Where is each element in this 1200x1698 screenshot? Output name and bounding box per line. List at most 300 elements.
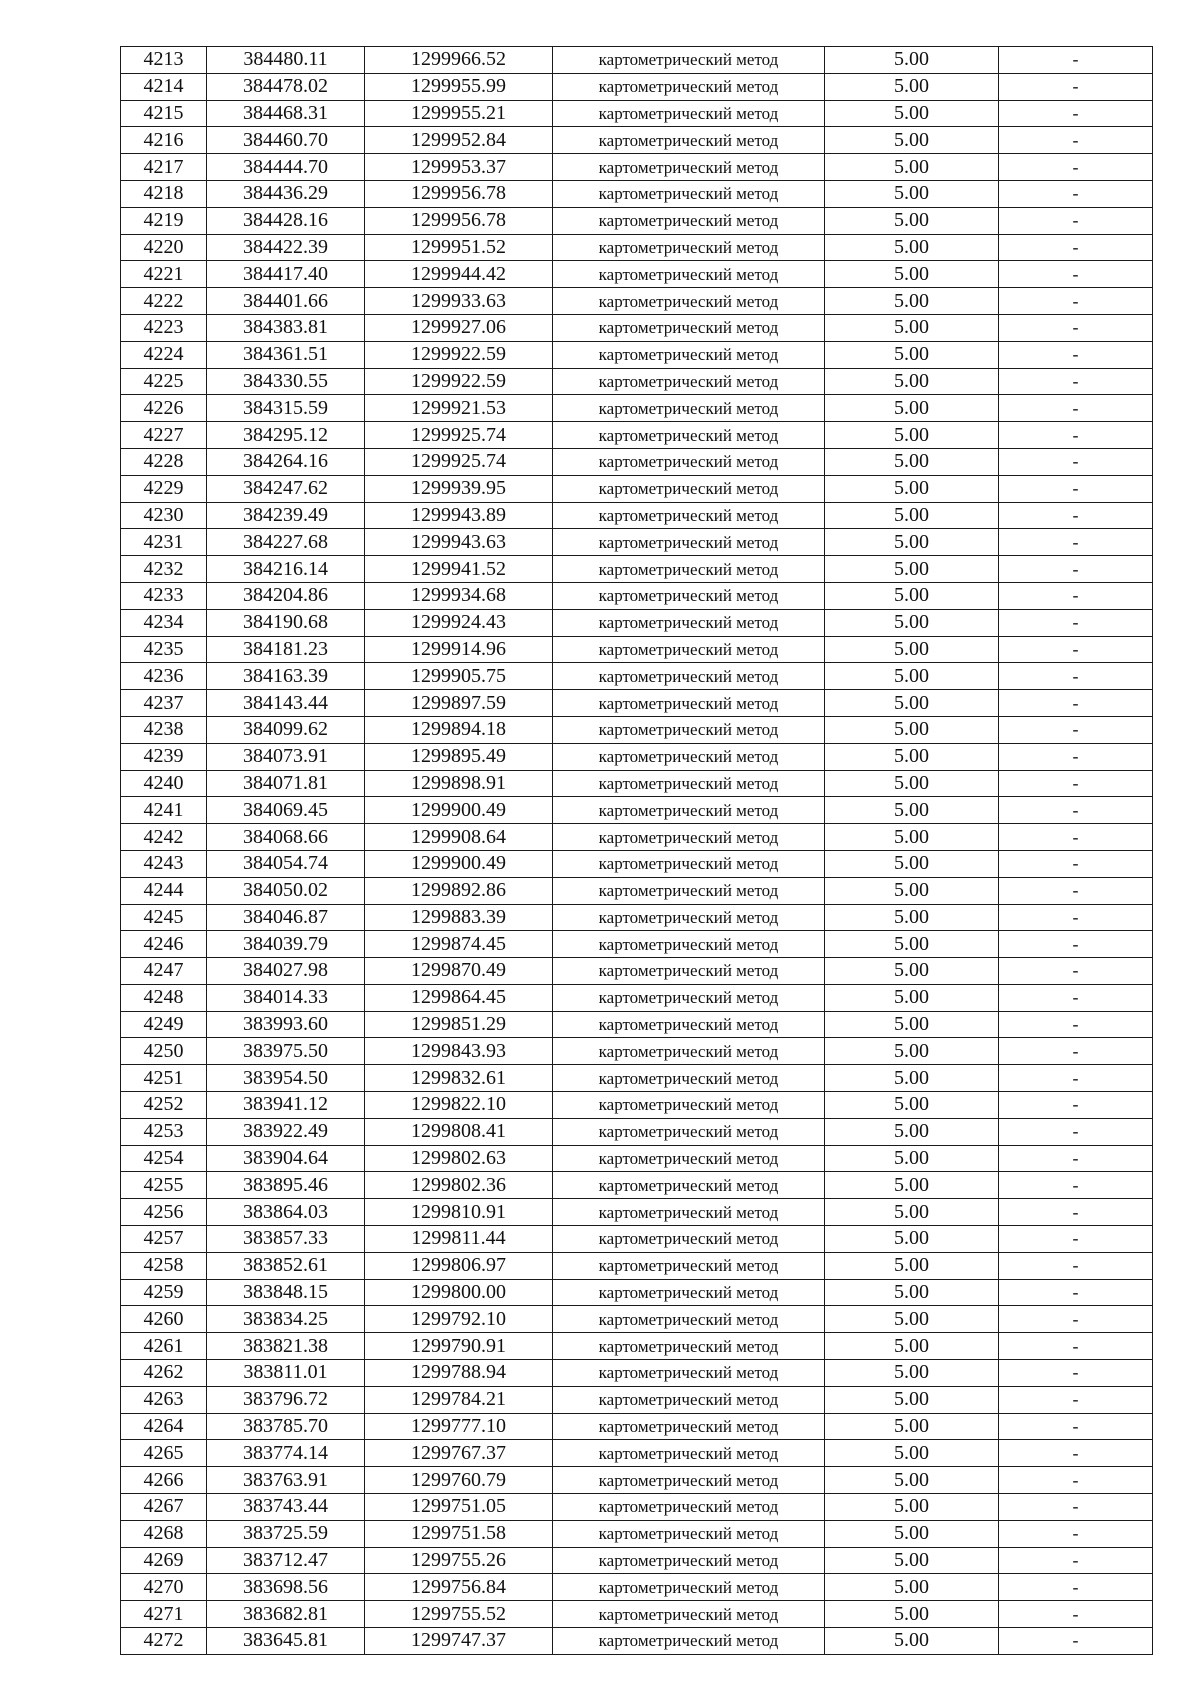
x-coordinate-cell: 384295.12 <box>207 422 365 449</box>
y-coordinate-cell: 1299943.89 <box>365 502 553 529</box>
accuracy-cell: 5.00 <box>825 556 999 583</box>
point-number-cell: 4265 <box>121 1440 207 1467</box>
table-row <box>121 850 1153 877</box>
point-number-cell: 4243 <box>121 850 207 877</box>
x-coordinate-cell: 383993.60 <box>207 1011 365 1038</box>
table-row <box>121 1494 1153 1521</box>
accuracy-cell: 5.00 <box>825 1386 999 1413</box>
note-cell: - <box>999 1252 1153 1279</box>
table-row <box>121 1172 1153 1199</box>
accuracy-cell: 5.00 <box>825 1440 999 1467</box>
accuracy-cell: 5.00 <box>825 341 999 368</box>
method-cell: картометрический метод <box>553 1386 825 1413</box>
note-cell: - <box>999 207 1153 234</box>
note-cell: - <box>999 1333 1153 1360</box>
y-coordinate-cell: 1299874.45 <box>365 931 553 958</box>
table-row <box>121 556 1153 583</box>
y-coordinate-cell: 1299894.18 <box>365 716 553 743</box>
table-row <box>121 1601 1153 1628</box>
note-cell: - <box>999 1306 1153 1333</box>
table-row <box>121 1118 1153 1145</box>
y-coordinate-cell: 1299811.44 <box>365 1226 553 1253</box>
method-cell: картометрический метод <box>553 1145 825 1172</box>
x-coordinate-cell: 383785.70 <box>207 1413 365 1440</box>
table-row <box>121 207 1153 234</box>
point-number-cell: 4252 <box>121 1092 207 1119</box>
method-cell: картометрический метод <box>553 743 825 770</box>
y-coordinate-cell: 1299953.37 <box>365 154 553 181</box>
table-row <box>121 1360 1153 1387</box>
point-number-cell: 4234 <box>121 609 207 636</box>
method-cell: картометрический метод <box>553 1467 825 1494</box>
note-cell: - <box>999 180 1153 207</box>
note-cell: - <box>999 636 1153 663</box>
note-cell: - <box>999 154 1153 181</box>
y-coordinate-cell: 1299898.91 <box>365 770 553 797</box>
y-coordinate-cell: 1299788.94 <box>365 1360 553 1387</box>
point-number-cell: 4221 <box>121 261 207 288</box>
table-row <box>121 1306 1153 1333</box>
point-number-cell: 4227 <box>121 422 207 449</box>
table-row <box>121 127 1153 154</box>
point-number-cell: 4257 <box>121 1226 207 1253</box>
table-row <box>121 931 1153 958</box>
note-cell: - <box>999 1172 1153 1199</box>
accuracy-cell: 5.00 <box>825 100 999 127</box>
x-coordinate-cell: 383811.01 <box>207 1360 365 1387</box>
table-row <box>121 904 1153 931</box>
note-cell: - <box>999 582 1153 609</box>
accuracy-cell: 5.00 <box>825 47 999 74</box>
note-cell: - <box>999 1520 1153 1547</box>
x-coordinate-cell: 384027.98 <box>207 958 365 985</box>
y-coordinate-cell: 1299802.63 <box>365 1145 553 1172</box>
table-row <box>121 1145 1153 1172</box>
method-cell: картометрический метод <box>553 1092 825 1119</box>
x-coordinate-cell: 383864.03 <box>207 1199 365 1226</box>
y-coordinate-cell: 1299922.59 <box>365 341 553 368</box>
table-row <box>121 824 1153 851</box>
method-cell: картометрический метод <box>553 1413 825 1440</box>
x-coordinate-cell: 383904.64 <box>207 1145 365 1172</box>
note-cell: - <box>999 690 1153 717</box>
x-coordinate-cell: 384428.16 <box>207 207 365 234</box>
accuracy-cell: 5.00 <box>825 690 999 717</box>
note-cell: - <box>999 1413 1153 1440</box>
x-coordinate-cell: 384444.70 <box>207 154 365 181</box>
y-coordinate-cell: 1299914.96 <box>365 636 553 663</box>
y-coordinate-cell: 1299908.64 <box>365 824 553 851</box>
x-coordinate-cell: 383834.25 <box>207 1306 365 1333</box>
note-cell: - <box>999 234 1153 261</box>
note-cell: - <box>999 958 1153 985</box>
x-coordinate-cell: 384014.33 <box>207 984 365 1011</box>
point-number-cell: 4228 <box>121 448 207 475</box>
x-coordinate-cell: 384422.39 <box>207 234 365 261</box>
table-row <box>121 1199 1153 1226</box>
point-number-cell: 4216 <box>121 127 207 154</box>
y-coordinate-cell: 1299900.49 <box>365 850 553 877</box>
x-coordinate-cell: 384383.81 <box>207 314 365 341</box>
method-cell: картометрический метод <box>553 1279 825 1306</box>
y-coordinate-cell: 1299895.49 <box>365 743 553 770</box>
table-row <box>121 1467 1153 1494</box>
x-coordinate-cell: 384361.51 <box>207 341 365 368</box>
y-coordinate-cell: 1299751.05 <box>365 1494 553 1521</box>
note-cell: - <box>999 1360 1153 1387</box>
note-cell: - <box>999 1038 1153 1065</box>
x-coordinate-cell: 384143.44 <box>207 690 365 717</box>
accuracy-cell: 5.00 <box>825 1145 999 1172</box>
table-row <box>121 47 1153 74</box>
accuracy-cell: 5.00 <box>825 877 999 904</box>
method-cell: картометрический метод <box>553 1440 825 1467</box>
table-row <box>121 261 1153 288</box>
method-cell: картометрический метод <box>553 663 825 690</box>
table-row <box>121 1547 1153 1574</box>
y-coordinate-cell: 1299956.78 <box>365 180 553 207</box>
note-cell: - <box>999 288 1153 315</box>
note-cell: - <box>999 1226 1153 1253</box>
note-cell: - <box>999 716 1153 743</box>
y-coordinate-cell: 1299925.74 <box>365 448 553 475</box>
point-number-cell: 4235 <box>121 636 207 663</box>
accuracy-cell: 5.00 <box>825 448 999 475</box>
x-coordinate-cell: 384480.11 <box>207 47 365 74</box>
note-cell: - <box>999 100 1153 127</box>
x-coordinate-cell: 383725.59 <box>207 1520 365 1547</box>
point-number-cell: 4240 <box>121 770 207 797</box>
note-cell: - <box>999 556 1153 583</box>
point-number-cell: 4256 <box>121 1199 207 1226</box>
table-row <box>121 1011 1153 1038</box>
y-coordinate-cell: 1299900.49 <box>365 797 553 824</box>
accuracy-cell: 5.00 <box>825 716 999 743</box>
accuracy-cell: 5.00 <box>825 154 999 181</box>
method-cell: картометрический метод <box>553 609 825 636</box>
point-number-cell: 4254 <box>121 1145 207 1172</box>
method-cell: картометрический метод <box>553 1199 825 1226</box>
accuracy-cell: 5.00 <box>825 984 999 1011</box>
table-row <box>121 663 1153 690</box>
y-coordinate-cell: 1299851.29 <box>365 1011 553 1038</box>
method-cell: картометрический метод <box>553 1360 825 1387</box>
point-number-cell: 4230 <box>121 502 207 529</box>
note-cell: - <box>999 1279 1153 1306</box>
note-cell: - <box>999 1547 1153 1574</box>
method-cell: картометрический метод <box>553 180 825 207</box>
table-row <box>121 743 1153 770</box>
accuracy-cell: 5.00 <box>825 824 999 851</box>
table-row <box>121 422 1153 449</box>
note-cell: - <box>999 395 1153 422</box>
point-number-cell: 4242 <box>121 824 207 851</box>
y-coordinate-cell: 1299832.61 <box>365 1065 553 1092</box>
note-cell: - <box>999 984 1153 1011</box>
note-cell: - <box>999 663 1153 690</box>
table-row <box>121 448 1153 475</box>
method-cell: картометрический метод <box>553 100 825 127</box>
table-row <box>121 1386 1153 1413</box>
note-cell: - <box>999 502 1153 529</box>
accuracy-cell: 5.00 <box>825 1065 999 1092</box>
point-number-cell: 4220 <box>121 234 207 261</box>
note-cell: - <box>999 904 1153 931</box>
note-cell: - <box>999 1601 1153 1628</box>
y-coordinate-cell: 1299921.53 <box>365 395 553 422</box>
y-coordinate-cell: 1299808.41 <box>365 1118 553 1145</box>
table-row <box>121 234 1153 261</box>
point-number-cell: 4226 <box>121 395 207 422</box>
note-cell: - <box>999 1199 1153 1226</box>
accuracy-cell: 5.00 <box>825 1360 999 1387</box>
x-coordinate-cell: 383895.46 <box>207 1172 365 1199</box>
table-row <box>121 609 1153 636</box>
y-coordinate-cell: 1299905.75 <box>365 663 553 690</box>
point-number-cell: 4245 <box>121 904 207 931</box>
y-coordinate-cell: 1299777.10 <box>365 1413 553 1440</box>
table-row <box>121 1413 1153 1440</box>
method-cell: картометрический метод <box>553 1601 825 1628</box>
point-number-cell: 4238 <box>121 716 207 743</box>
accuracy-cell: 5.00 <box>825 127 999 154</box>
x-coordinate-cell: 384216.14 <box>207 556 365 583</box>
method-cell: картометрический метод <box>553 770 825 797</box>
accuracy-cell: 5.00 <box>825 1574 999 1601</box>
point-number-cell: 4260 <box>121 1306 207 1333</box>
note-cell: - <box>999 824 1153 851</box>
y-coordinate-cell: 1299927.06 <box>365 314 553 341</box>
x-coordinate-cell: 384264.16 <box>207 448 365 475</box>
y-coordinate-cell: 1299955.99 <box>365 73 553 100</box>
y-coordinate-cell: 1299751.58 <box>365 1520 553 1547</box>
x-coordinate-cell: 384071.81 <box>207 770 365 797</box>
y-coordinate-cell: 1299952.84 <box>365 127 553 154</box>
accuracy-cell: 5.00 <box>825 529 999 556</box>
accuracy-cell: 5.00 <box>825 1547 999 1574</box>
accuracy-cell: 5.00 <box>825 1118 999 1145</box>
point-number-cell: 4231 <box>121 529 207 556</box>
accuracy-cell: 5.00 <box>825 1199 999 1226</box>
x-coordinate-cell: 383712.47 <box>207 1547 365 1574</box>
y-coordinate-cell: 1299864.45 <box>365 984 553 1011</box>
point-number-cell: 4259 <box>121 1279 207 1306</box>
note-cell: - <box>999 73 1153 100</box>
x-coordinate-cell: 383954.50 <box>207 1065 365 1092</box>
x-coordinate-cell: 383774.14 <box>207 1440 365 1467</box>
x-coordinate-cell: 384436.29 <box>207 180 365 207</box>
accuracy-cell: 5.00 <box>825 663 999 690</box>
method-cell: картометрический метод <box>553 314 825 341</box>
y-coordinate-cell: 1299790.91 <box>365 1333 553 1360</box>
x-coordinate-cell: 383682.81 <box>207 1601 365 1628</box>
method-cell: картометрический метод <box>553 582 825 609</box>
x-coordinate-cell: 383743.44 <box>207 1494 365 1521</box>
point-number-cell: 4271 <box>121 1601 207 1628</box>
note-cell: - <box>999 1011 1153 1038</box>
y-coordinate-cell: 1299800.00 <box>365 1279 553 1306</box>
y-coordinate-cell: 1299939.95 <box>365 475 553 502</box>
table-row <box>121 582 1153 609</box>
table-row <box>121 1279 1153 1306</box>
method-cell: картометрический метод <box>553 207 825 234</box>
y-coordinate-cell: 1299883.39 <box>365 904 553 931</box>
x-coordinate-cell: 384181.23 <box>207 636 365 663</box>
method-cell: картометрический метод <box>553 448 825 475</box>
table-row <box>121 288 1153 315</box>
method-cell: картометрический метод <box>553 904 825 931</box>
x-coordinate-cell: 384315.59 <box>207 395 365 422</box>
method-cell: картометрический метод <box>553 1252 825 1279</box>
note-cell: - <box>999 1092 1153 1119</box>
x-coordinate-cell: 384239.49 <box>207 502 365 529</box>
accuracy-cell: 5.00 <box>825 582 999 609</box>
method-cell: картометрический метод <box>553 73 825 100</box>
y-coordinate-cell: 1299955.21 <box>365 100 553 127</box>
method-cell: картометрический метод <box>553 1574 825 1601</box>
note-cell: - <box>999 1628 1153 1655</box>
y-coordinate-cell: 1299941.52 <box>365 556 553 583</box>
table-row <box>121 341 1153 368</box>
point-number-cell: 4244 <box>121 877 207 904</box>
note-cell: - <box>999 127 1153 154</box>
point-number-cell: 4264 <box>121 1413 207 1440</box>
note-cell: - <box>999 368 1153 395</box>
y-coordinate-cell: 1299810.91 <box>365 1199 553 1226</box>
x-coordinate-cell: 384054.74 <box>207 850 365 877</box>
point-number-cell: 4249 <box>121 1011 207 1038</box>
table-row <box>121 1038 1153 1065</box>
x-coordinate-cell: 383821.38 <box>207 1333 365 1360</box>
accuracy-cell: 5.00 <box>825 1601 999 1628</box>
point-number-cell: 4214 <box>121 73 207 100</box>
method-cell: картометрический метод <box>553 958 825 985</box>
table-row <box>121 314 1153 341</box>
y-coordinate-cell: 1299802.36 <box>365 1172 553 1199</box>
point-number-cell: 4232 <box>121 556 207 583</box>
point-number-cell: 4247 <box>121 958 207 985</box>
x-coordinate-cell: 383645.81 <box>207 1628 365 1655</box>
accuracy-cell: 5.00 <box>825 931 999 958</box>
method-cell: картометрический метод <box>553 368 825 395</box>
method-cell: картометрический метод <box>553 288 825 315</box>
table-row <box>121 1092 1153 1119</box>
accuracy-cell: 5.00 <box>825 395 999 422</box>
y-coordinate-cell: 1299760.79 <box>365 1467 553 1494</box>
accuracy-cell: 5.00 <box>825 1038 999 1065</box>
accuracy-cell: 5.00 <box>825 770 999 797</box>
accuracy-cell: 5.00 <box>825 797 999 824</box>
accuracy-cell: 5.00 <box>825 1494 999 1521</box>
method-cell: картометрический метод <box>553 824 825 851</box>
note-cell: - <box>999 314 1153 341</box>
y-coordinate-cell: 1299747.37 <box>365 1628 553 1655</box>
point-number-cell: 4266 <box>121 1467 207 1494</box>
accuracy-cell: 5.00 <box>825 73 999 100</box>
point-number-cell: 4213 <box>121 47 207 74</box>
y-coordinate-cell: 1299944.42 <box>365 261 553 288</box>
y-coordinate-cell: 1299966.52 <box>365 47 553 74</box>
method-cell: картометрический метод <box>553 931 825 958</box>
y-coordinate-cell: 1299925.74 <box>365 422 553 449</box>
x-coordinate-cell: 384204.86 <box>207 582 365 609</box>
note-cell: - <box>999 1065 1153 1092</box>
accuracy-cell: 5.00 <box>825 1628 999 1655</box>
y-coordinate-cell: 1299924.43 <box>365 609 553 636</box>
y-coordinate-cell: 1299934.68 <box>365 582 553 609</box>
method-cell: картометрический метод <box>553 716 825 743</box>
x-coordinate-cell: 384099.62 <box>207 716 365 743</box>
accuracy-cell: 5.00 <box>825 502 999 529</box>
note-cell: - <box>999 529 1153 556</box>
x-coordinate-cell: 384039.79 <box>207 931 365 958</box>
table-row <box>121 1574 1153 1601</box>
y-coordinate-cell: 1299806.97 <box>365 1252 553 1279</box>
method-cell: картометрический метод <box>553 154 825 181</box>
y-coordinate-cell: 1299784.21 <box>365 1386 553 1413</box>
y-coordinate-cell: 1299767.37 <box>365 1440 553 1467</box>
point-number-cell: 4269 <box>121 1547 207 1574</box>
x-coordinate-cell: 383941.12 <box>207 1092 365 1119</box>
accuracy-cell: 5.00 <box>825 261 999 288</box>
accuracy-cell: 5.00 <box>825 368 999 395</box>
method-cell: картометрический метод <box>553 1226 825 1253</box>
y-coordinate-cell: 1299933.63 <box>365 288 553 315</box>
point-number-cell: 4218 <box>121 180 207 207</box>
table-row <box>121 877 1153 904</box>
method-cell: картометрический метод <box>553 1520 825 1547</box>
method-cell: картометрический метод <box>553 1118 825 1145</box>
table-row <box>121 770 1153 797</box>
point-number-cell: 4262 <box>121 1360 207 1387</box>
note-cell: - <box>999 877 1153 904</box>
coordinates-table <box>120 46 1153 1655</box>
method-cell: картометрический метод <box>553 1628 825 1655</box>
table-row <box>121 73 1153 100</box>
point-number-cell: 4241 <box>121 797 207 824</box>
method-cell: картометрический метод <box>553 47 825 74</box>
note-cell: - <box>999 1574 1153 1601</box>
table-row <box>121 154 1153 181</box>
x-coordinate-cell: 384046.87 <box>207 904 365 931</box>
point-number-cell: 4233 <box>121 582 207 609</box>
accuracy-cell: 5.00 <box>825 1011 999 1038</box>
method-cell: картометрический метод <box>553 529 825 556</box>
accuracy-cell: 5.00 <box>825 314 999 341</box>
note-cell: - <box>999 797 1153 824</box>
table-row <box>121 368 1153 395</box>
y-coordinate-cell: 1299756.84 <box>365 1574 553 1601</box>
method-cell: картометрический метод <box>553 422 825 449</box>
accuracy-cell: 5.00 <box>825 1252 999 1279</box>
accuracy-cell: 5.00 <box>825 958 999 985</box>
note-cell: - <box>999 261 1153 288</box>
x-coordinate-cell: 384247.62 <box>207 475 365 502</box>
point-number-cell: 4251 <box>121 1065 207 1092</box>
note-cell: - <box>999 422 1153 449</box>
point-number-cell: 4263 <box>121 1386 207 1413</box>
x-coordinate-cell: 384417.40 <box>207 261 365 288</box>
table-row <box>121 100 1153 127</box>
point-number-cell: 4270 <box>121 1574 207 1601</box>
y-coordinate-cell: 1299870.49 <box>365 958 553 985</box>
note-cell: - <box>999 1145 1153 1172</box>
table-row <box>121 797 1153 824</box>
table-row <box>121 475 1153 502</box>
accuracy-cell: 5.00 <box>825 904 999 931</box>
accuracy-cell: 5.00 <box>825 422 999 449</box>
method-cell: картометрический метод <box>553 1547 825 1574</box>
